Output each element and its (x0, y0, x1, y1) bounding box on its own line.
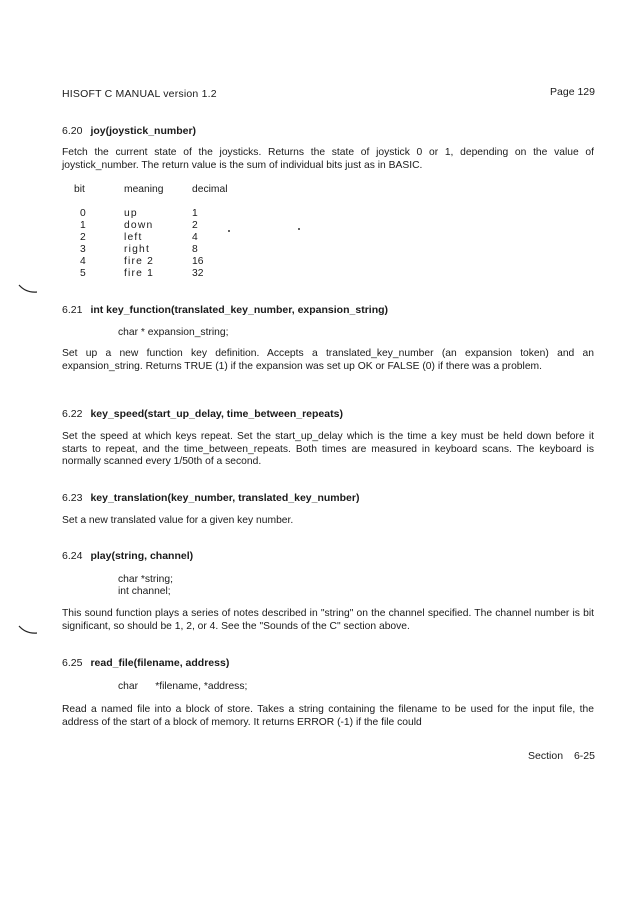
decimal-cell: 16 (192, 255, 204, 267)
meaning-cell: left (124, 231, 143, 243)
section-body-6-20: Fetch the current state of the joysticks. Returns the state of joystick 0 or 1, depending on the value of joystick_number. The return value is the sum of individual bits just as in BASIC. (62, 147, 594, 171)
joystick-bits-table (66, 183, 232, 279)
section-heading-6-21 (62, 304, 388, 316)
column-header-decimal: decimal (192, 183, 228, 195)
section-body-6-21: Set up a new function key definition. Accepts a translated_key_number (an expansion token) and an expansion_string. Returns TRUE (1) if the expansion was set up OK or FALSE (0) if there was a problem. (62, 348, 594, 372)
decimal-cell: 32 (192, 267, 204, 279)
section-heading-6-24 (62, 550, 193, 562)
bit-cell: 2 (80, 231, 86, 243)
section-title: key_translation(key_number, translated_key_number) (90, 492, 360, 504)
code-declaration: char *filename, *address; (118, 681, 248, 692)
section-title: play(string, channel) (90, 550, 194, 562)
section-title: key_speed(start_up_delay, time_between_repeats) (90, 408, 343, 420)
footer-section-label: Section 6-25 (528, 750, 595, 762)
section-number: 6.20 (62, 125, 83, 137)
page-number: Page 129 (550, 86, 595, 98)
section-heading-6-23 (62, 492, 359, 504)
table-row (66, 243, 232, 255)
section-title: int key_function(translated_key_number, expansion_string) (90, 304, 389, 316)
table-row (66, 255, 232, 267)
meaning-cell: up (124, 207, 138, 219)
section-body-6-23: Set a new translated value for a given key number. (62, 515, 294, 526)
meaning-cell: down (124, 219, 154, 231)
table-row (66, 267, 232, 279)
section-body-6-22: Set the speed at which keys repeat. Set the start_up_delay which is the time a key must be held down before it starts to repeat, and the time_between_repeats. Both times are measured in keyboard scans. The keyboard is normally scanned every 1/50th of a second. (62, 431, 594, 467)
meaning-cell: right (124, 243, 151, 255)
section-body-6-24: This sound function plays a series of notes described in "string" on the channel specified. The channel number is bit significant, so should be 1, 2, or 4. See the "Sounds of the C" section above. (62, 608, 594, 632)
decimal-cell: 1 (192, 207, 198, 219)
section-title: read_file(filename, address) (90, 657, 230, 669)
code-declaration: int channel; (118, 586, 171, 597)
section-number: 6.21 (62, 304, 83, 316)
section-title: joy(joystick_number) (90, 125, 197, 137)
section-body-6-25: Read a named file into a block of store. Takes a string containing the filename to be used for the input file, the address of the start of a block of memory. It returns ERROR (-1) if the file could (62, 704, 594, 728)
decimal-cell: 4 (192, 231, 198, 243)
table-row (66, 231, 232, 243)
bit-cell: 3 (80, 243, 86, 255)
column-header-meaning: meaning (124, 183, 164, 195)
column-header-bit: bit (74, 183, 85, 195)
table-header-row (66, 183, 232, 207)
table-row (66, 207, 232, 219)
section-number: 6.22 (62, 408, 83, 420)
binder-mark-icon (18, 625, 38, 635)
section-number: 6.23 (62, 492, 83, 504)
code-declaration: char * expansion_string; (118, 327, 229, 338)
section-heading-6-20 (62, 125, 196, 137)
bit-cell: 1 (80, 219, 86, 231)
section-heading-6-22 (62, 408, 343, 420)
bit-cell: 4 (80, 255, 86, 267)
meaning-cell: fire 2 (124, 255, 155, 267)
decimal-cell: 2 (192, 219, 198, 231)
scan-speck (228, 230, 230, 232)
decimal-cell: 8 (192, 243, 198, 255)
section-number: 6.25 (62, 657, 83, 669)
bit-cell: 0 (80, 207, 86, 219)
scan-speck (298, 228, 300, 230)
binder-mark-icon (18, 284, 38, 294)
code-declaration: char *string; (118, 574, 173, 585)
section-heading-6-25 (62, 657, 229, 669)
bit-cell: 5 (80, 267, 86, 279)
section-number: 6.24 (62, 550, 83, 562)
meaning-cell: fire 1 (124, 267, 155, 279)
header-title: HISOFT C MANUAL version 1.2 (62, 88, 217, 100)
table-row (66, 219, 232, 231)
